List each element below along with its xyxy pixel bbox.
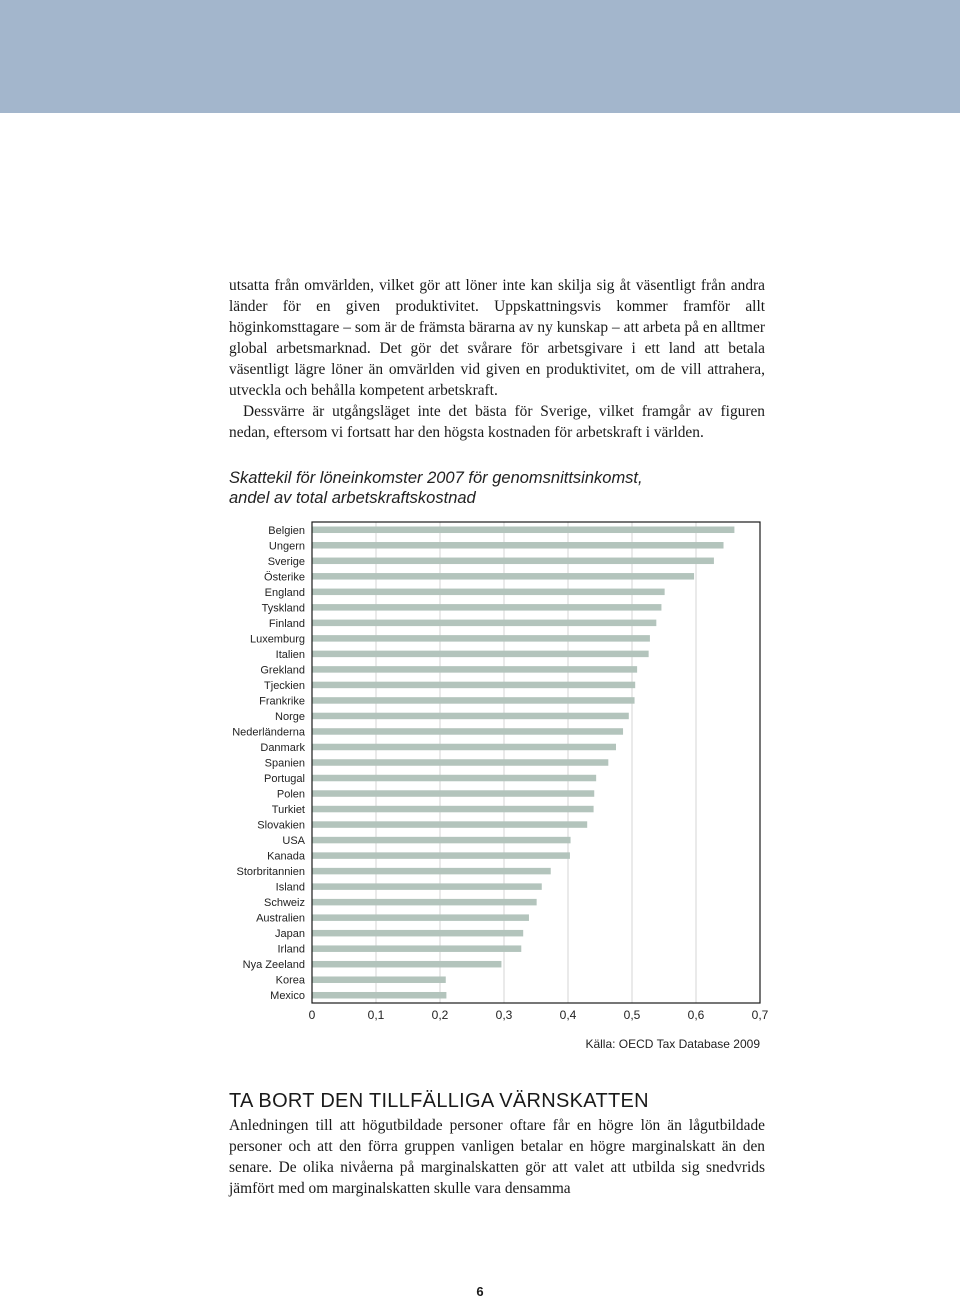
bar-tyskland <box>312 604 661 611</box>
category-label: Spanien <box>264 757 305 770</box>
chart-title-line-2: andel av total arbetskraftskostnad <box>229 489 476 507</box>
x-tick-label: 0,1 <box>367 1008 385 1022</box>
bar-slovakien <box>312 821 587 828</box>
bar-spanien <box>312 759 608 766</box>
bar-england <box>312 589 665 596</box>
category-label: Kanada <box>267 850 305 863</box>
bar-sverige <box>312 558 714 565</box>
page-number: 6 <box>476 1284 484 1299</box>
bar-danmark <box>312 744 616 751</box>
category-label: Storbritannien <box>236 866 305 879</box>
bar-storbritannien <box>312 868 551 875</box>
section-paragraph: Anledningen till att högutbildade personer oftare får en högre lön än lågutbildade personer och att den förra gruppen vanligen betalar en högre marginalskatt än den senare. De olika nivåerna på marginalskatten gör att valet att utbilda sig snedvrids jämfört med om marginalskatten skulle vara densamma <box>229 1117 765 1197</box>
category-label: Tyskland <box>261 602 305 615</box>
bar-nya-zeeland <box>312 961 501 968</box>
bar-turkiet <box>312 806 594 813</box>
x-tick-label: 0,5 <box>623 1008 641 1022</box>
bar-frankrike <box>312 697 635 704</box>
category-label: Nya Zeeland <box>242 959 305 972</box>
category-label: Korea <box>275 974 305 987</box>
category-label: Belgien <box>268 524 305 537</box>
category-label: Ungern <box>268 540 305 553</box>
bar-österike <box>312 573 694 580</box>
bar-korea <box>312 976 446 983</box>
category-label: Mexico <box>270 990 305 1003</box>
bar-tjeckien <box>312 682 635 689</box>
bar-japan <box>312 930 523 937</box>
intro-paragraph-1: utsatta från omvärlden, vilket gör att löner inte kan skilja sig åt väsentligt från andra länder för en given produktivitet. Uppskattningsvis kommer framför allt höginkomsttagare – som är de främsta bärarna av ny kunskap – att arbeta på en alltmer global arbetsmarknad. Det gör det svårare för arbetsgivare i ett land att betala väsentligt lägre löner än omvärlden vid given en produktivitet, om de vill attrahera, utveckla och behålla kompetent arbetskraft. <box>229 277 765 399</box>
bar-luxemburg <box>312 635 650 642</box>
bar-polen <box>312 790 594 797</box>
bar-mexico <box>312 992 446 999</box>
x-tick-label: 0,7 <box>751 1008 769 1022</box>
category-label: Tjeckien <box>264 679 305 692</box>
category-label: USA <box>282 835 305 848</box>
section-heading: TA BORT DEN TILLFÄLLIGA VÄRNSKATTEN <box>229 1090 649 1112</box>
category-label: Irland <box>277 943 305 956</box>
category-label: Slovakien <box>257 819 305 832</box>
x-tick-label: 0,3 <box>495 1008 513 1022</box>
intro-paragraph-2: Dessvärre är utgångsläget inte det bästa för Sverige, vilket framgår av figuren nedan, eftersom vi fortsatt har den högsta kostnaden för arbetskraft i världen. <box>229 403 765 441</box>
bar-irland <box>312 945 521 952</box>
category-label: Polen <box>276 788 305 801</box>
category-label: Island <box>275 881 305 894</box>
category-label: Australien <box>256 912 305 925</box>
bar-finland <box>312 620 656 627</box>
category-label: Nederländerna <box>232 726 305 739</box>
x-tick-label: 0,4 <box>559 1008 577 1022</box>
bar-portugal <box>312 775 596 782</box>
category-label: Italien <box>275 648 305 661</box>
bar-island <box>312 883 542 890</box>
category-label: Grekland <box>260 664 305 677</box>
bar-australien <box>312 914 529 921</box>
bar-schweiz <box>312 899 537 906</box>
category-label: Frankrike <box>259 695 305 708</box>
x-tick-label: 0 <box>308 1008 316 1022</box>
bar-italien <box>312 651 649 658</box>
x-tick-label: 0,6 <box>687 1008 705 1022</box>
bar-usa <box>312 837 571 844</box>
bar-belgien <box>312 527 734 534</box>
category-label: Portugal <box>264 773 305 786</box>
section-text <box>229 1115 765 1199</box>
chart-title-line-1: Skattekil för löneinkomster 2007 för genomsnittsinkomst, <box>229 469 643 487</box>
category-label: Österike <box>264 571 305 584</box>
category-label: England <box>264 586 305 599</box>
category-label: Finland <box>268 617 305 630</box>
category-label: Turkiet <box>271 804 305 817</box>
bar-grekland <box>312 666 637 673</box>
x-tick-label: 0,2 <box>431 1008 449 1022</box>
bar-kanada <box>312 852 570 859</box>
category-label: Sverige <box>267 555 305 568</box>
category-label: Schweiz <box>264 897 305 910</box>
chart-source: Källa: OECD Tax Database 2009 <box>585 1037 760 1051</box>
category-label: Norge <box>275 710 305 723</box>
bar-ungern <box>312 542 724 549</box>
category-label: Luxemburg <box>249 633 305 646</box>
category-label: Danmark <box>260 741 305 754</box>
category-label: Japan <box>275 928 305 941</box>
bar-nederländerna <box>312 728 623 735</box>
bar-norge <box>312 713 629 720</box>
